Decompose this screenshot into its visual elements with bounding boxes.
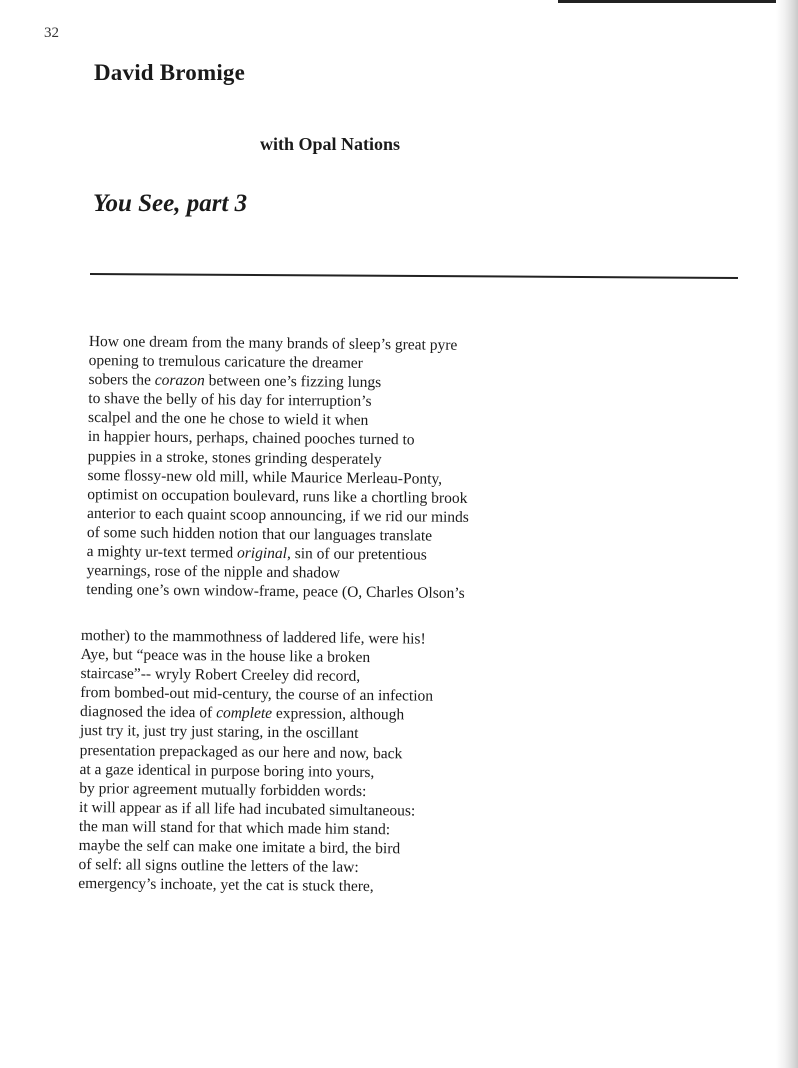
- poem-line: [86, 580, 468, 603]
- poem-title: You See, part 3: [93, 190, 248, 217]
- line-text: presentation prepackaged as our here and now, back: [79, 741, 403, 762]
- author-name: David Bromige: [94, 60, 246, 85]
- stanza-1: [86, 332, 471, 603]
- line-text: at a gaze identical in purpose boring into yours,: [79, 760, 375, 781]
- line-text: in happier hours, perhaps, chained pooches turned to: [87, 428, 415, 449]
- line-text: maybe the self can make one imitate a bird, the bird: [78, 837, 401, 858]
- line-text: it will appear as if all life had incubated simultaneous:: [79, 798, 416, 820]
- line-text: some flossy-new old mill, while Maurice Merleau-Ponty,: [87, 466, 443, 488]
- italic-word: corazon: [154, 371, 205, 390]
- line-text: Aye, but “peace was in the house like a broken: [80, 646, 371, 667]
- line-text: tending one’s own window-frame, peace (O, Charles Olson’s: [86, 581, 465, 603]
- line-text: staircase”-- wryly Robert Creeley did record,: [80, 665, 361, 686]
- page-top-edge: [558, 0, 798, 3]
- italic-word: complete: [216, 704, 273, 723]
- stanza-2: [78, 626, 434, 897]
- line-text: emergency’s inchoate, yet the cat is stuck there,: [78, 875, 374, 896]
- line-text: just try it, just try just staring, in the oscillant: [79, 722, 359, 743]
- poem-line: [78, 874, 431, 897]
- line-text: by prior agreement mutually forbidden words:: [79, 779, 367, 800]
- line-text: mother) to the mammothness of laddered life, were his!: [80, 626, 426, 648]
- line-text: How one dream from the many brands of sleep’s great pyre: [88, 332, 458, 354]
- page-number: 32: [44, 25, 59, 41]
- page-gutter-shadow: [776, 0, 798, 1068]
- line-text: a mighty ur-text termed: [86, 543, 238, 562]
- line-text: sobers the: [88, 371, 155, 389]
- collaborator-credit: with Opal Nations: [260, 134, 401, 154]
- line-text: puppies in a stroke, stones grinding desperately: [87, 447, 382, 468]
- line-text: between one’s fizzing lungs: [204, 372, 382, 392]
- line-text: scalpel and the one he chose to wield it when: [88, 409, 369, 430]
- line-text: , sin of our pretentious: [286, 545, 427, 564]
- line-text: of some such hidden notion that our languages translate: [86, 523, 433, 545]
- line-text: the man will stand for that which made him stand:: [78, 817, 391, 839]
- line-text: diagnosed the idea of: [80, 703, 217, 722]
- italic-word: original: [236, 544, 288, 563]
- line-text: expression, although: [271, 705, 405, 724]
- line-text: of self: all signs outline the letters of the law:: [78, 856, 359, 877]
- line-text: to shave the belly of his day for interruption’s: [88, 390, 372, 411]
- line-text: opening to tremulous caricature the dreamer: [88, 352, 363, 372]
- line-text: yearnings, rose of the nipple and shadow: [86, 562, 341, 582]
- line-text: anterior to each quaint scoop announcing, if we rid our minds: [87, 504, 469, 526]
- line-text: from bombed-out mid-century, the course of an infection: [80, 684, 434, 705]
- horizontal-rule: [90, 273, 738, 279]
- line-text: optimist on occupation boulevard, runs like a chortling brook: [87, 485, 468, 507]
